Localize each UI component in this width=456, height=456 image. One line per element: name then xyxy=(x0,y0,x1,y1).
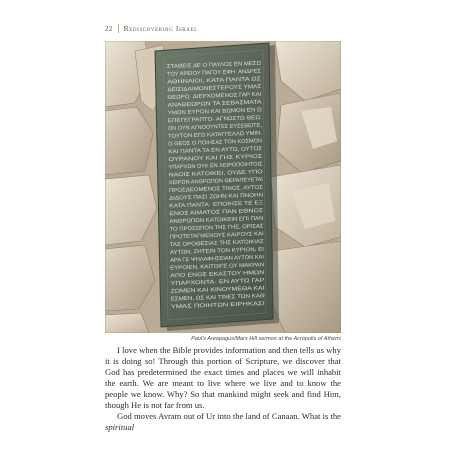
plaque-line: ΑΘΗΝΑΙΟΙ, ΚΑΤΑ ΠΑΝΤΑ ΩΣ xyxy=(167,77,238,86)
plaque-line: ΥΠΑΡΧΩΝ ΟΥΚ ΕΝ ΧΕΙΡΟΠΟΙΗΤΟΙΣ xyxy=(168,161,261,171)
plaque-line: ΚΑΙ ΠΑΝΤΑ ΤΑ ΕΝ ΑΥΤΩ, ΟΥΤΟΣ xyxy=(168,146,250,156)
running-title: Rediscovering Israel xyxy=(123,24,198,33)
plaque-line: ΥΠΑΡΧΟΝΤΑ· ΕΝ ΑΥΤΩ ΓΑΡ xyxy=(170,278,241,287)
plaque-photo-drawing xyxy=(105,41,341,333)
plaque-line: ΠΡΟΤΕΤΑΓΜΕΝΟΥΣ ΚΑΙΡΟΥΣ ΚΑΙ xyxy=(169,231,256,241)
figure-caption: Paul's Areopagus/Mars Hill sermon at the Acropolis of Athens xyxy=(191,336,341,342)
plaque-line: ΕΣΜΕΝ, ΩΣ ΚΑΙ ΤΙΝΕΣ ΤΩΝ ΚΑΘ xyxy=(170,293,253,303)
plaque-line: ΟΥΡΑΝΟΥ ΚΑΙ ΓΗΣ ΚΥΡΙΟΣ xyxy=(168,154,238,163)
plaque-line: ΕΠΕΓΕΓΡΑΠΤΟ· ΑΓΝΩΣΤΩ ΘΕΩ. xyxy=(167,115,250,125)
body-text xyxy=(105,345,341,433)
plaque-line: ΑΡΑ ΓΕ ΨΗΛΑΦΗΣΕΙΑΝ ΑΥΤΟΝ ΚΑΙ xyxy=(169,254,259,264)
plaque-line: ΚΑΤΑ ΠΑΝΤΑ· ΕΠΟΙΗΣΕ ΤΕ ΕΞ xyxy=(169,200,246,210)
plaque-line: ΤΟ ΠΡΟΣΩΠΟΝ ΤΗΣ ΓΗΣ, ΟΡΙΣΑΣ xyxy=(169,223,256,233)
plaque-line: ΔΙΔΟΥΣ ΠΑΣΙ ΖΩΗΝ ΚΑΙ ΠΝΟΗΝ xyxy=(168,192,251,202)
plaque-line: ΑΠΟ ΕΝΟΣ ΕΚΑΣΤΟΥ ΗΜΩΝ xyxy=(170,270,243,280)
plaque-line: ΥΜΩΝ ΕΥΡΟΝ ΚΑΙ ΒΩΜΟΝ ΕΝ Ω xyxy=(167,107,251,117)
running-header xyxy=(105,24,198,33)
plaque-line: ΟΝ ΟΥΝ ΑΓΝΟΟΥΝΤΕΣ ΕΥΣΕΒΕΙΤΕ, xyxy=(167,122,260,132)
plaque-line: ΠΡΟΣΔΕΟΜΕΝΟΣ ΤΙΝΟΣ, ΑΥΤΟΣ xyxy=(168,185,253,194)
header-divider xyxy=(118,24,119,33)
paragraph-2-emphasis: spiritual xyxy=(105,422,135,432)
paragraph-2-text: God moves Avram out of Ur into the land of Canaan. What is the xyxy=(117,411,341,421)
plaque-line: ΘΕΩΡΩ· ΔΙΕΡΧΟΜΕΝΟΣ ΓΑΡ ΚΑΙ xyxy=(167,92,251,101)
plaque-line: ΧΕΙΡΩΝ ΑΝΘΡΩΠΩΝ ΘΕΡΑΠΕΥΕΤΑΙ xyxy=(168,177,261,187)
plaque-photograph xyxy=(105,41,341,333)
plaque-line: ΑΝΑΘΕΩΡΩΝ ΤΑ ΣΕΒΑΣΜΑΤΑ xyxy=(167,100,243,109)
plaque-line: ΣΤΑΘΕΙΣ ΔΕ Ο ΠΑΥΛΟΣ ΕΝ ΜΕΣΩ xyxy=(166,61,253,70)
plaque-line: ΤΟΥΤΟΝ ΕΓΩ ΚΑΤΑΓΓΕΛΛΩ ΥΜΙΝ. xyxy=(167,130,255,140)
plaque-line: ΕΥΡΟΙΕΝ, ΚΑΙΤΟΙΓΕ ΟΥ ΜΑΚΡΑΝ xyxy=(170,262,255,272)
plaque-line: ΝΑΟΙΣ ΚΑΤΟΙΚΕΙ, ΟΥΔΕ ΥΠΟ xyxy=(168,169,242,179)
plaque-line: ΤΟΥ ΑΡΕΙΟΥ ΠΑΓΟΥ ΕΦΗ· ΑΝΔΡΕΣ xyxy=(166,68,257,78)
plaque-line: ΔΕΙΣΙΔΑΙΜΟΝΕΣΤΕΡΟΥΣ ΥΜΑΣ xyxy=(167,84,247,94)
plaque-line: ΖΩΜΕΝ ΚΑΙ ΚΙΝΟΥΜΕΘΑ ΚΑΙ xyxy=(170,286,244,295)
plaque-line: Ο ΘΕΟΣ Ο ΠΟΙΗΣΑΣ ΤΟΝ ΚΟΣΜΟΝ xyxy=(168,138,258,148)
plaque-line: ΕΝΟΣ ΑΙΜΑΤΟΣ ΠΑΝ ΕΘΝΟΣ xyxy=(169,208,243,218)
plaque-line: ΑΝΘΡΩΠΩΝ ΚΑΤΟΙΚΕΙΝ ΕΠΙ ΠΑΝ xyxy=(169,216,254,225)
paragraph-2 xyxy=(105,411,341,433)
plaque-line: ΑΥΤΩΝ, ΖΗΤΕΙΝ ΤΟΝ ΚΥΡΙΟΝ, ΕΙ xyxy=(169,247,254,256)
plaque-line: ΤΑΣ ΟΡΟΘΕΣΙΑΣ ΤΗΣ ΚΑΤΟΙΚΙΑΣ xyxy=(169,239,254,249)
paragraph-1: I love when the Bible provides information and then tells us why it is doing so! Through this portion of Scripture, we discover that God has predetermined the exact times and places we will inhabit the earth. We are meant to live where we live and to know the people we know. Why? So that mankind might seek and find Him, though He is not far from us. xyxy=(105,345,341,410)
plaque-line: ΥΜΑΣ ΠΟΙΗΤΩΝ ΕΙΡΗΚΑΣΙ xyxy=(170,301,239,311)
page-number: 22 xyxy=(105,24,113,33)
